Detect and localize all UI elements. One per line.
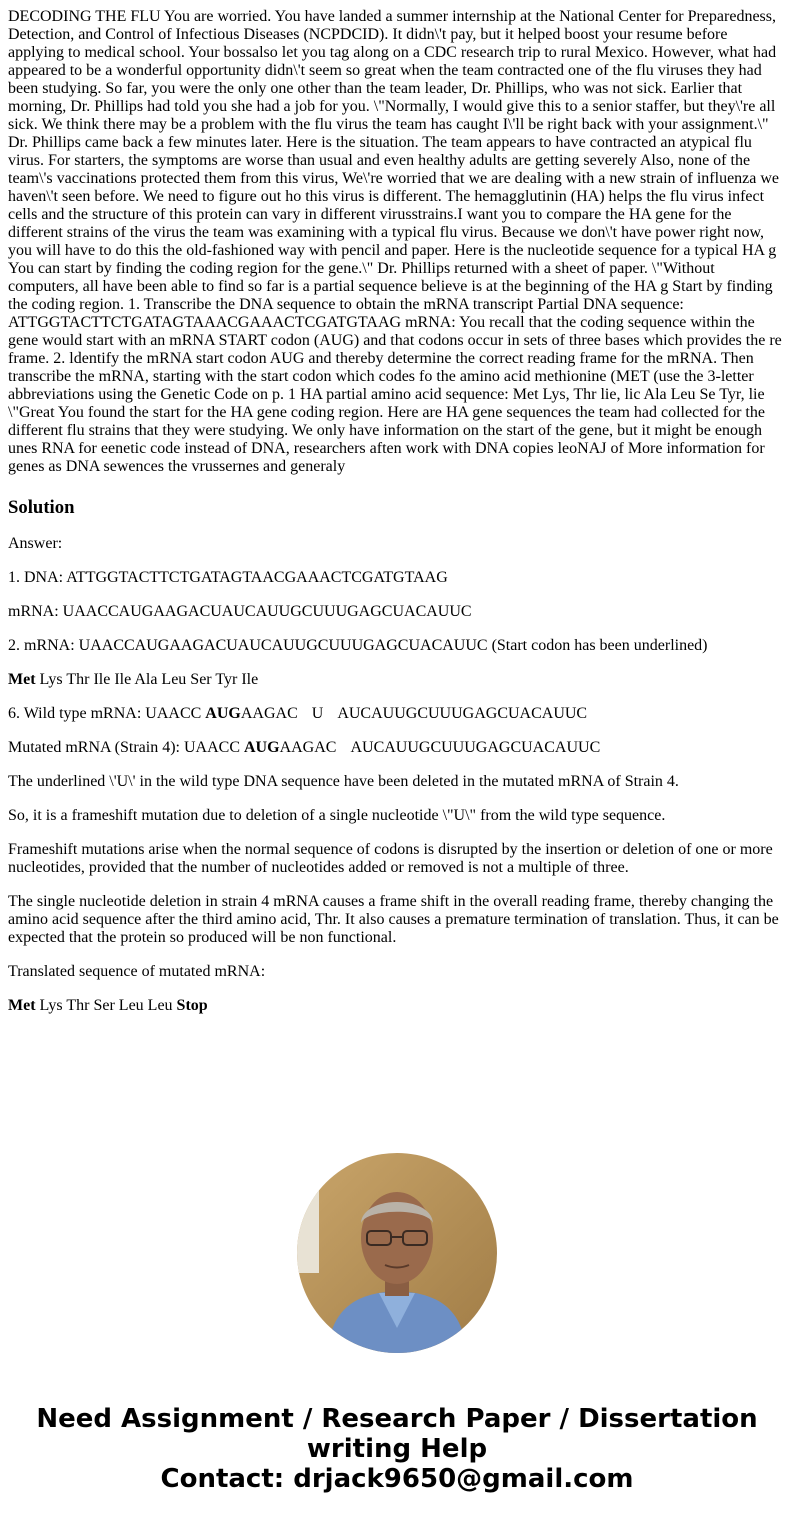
frameshift-note: So, it is a frameshift mutation due to deletion of a single nucleotide \"U\" from the wild type sequence. [8, 807, 666, 824]
step6-wild-type [8, 705, 786, 723]
promo-line1: Need Assignment / Research Paper / Dissertation [36, 1404, 758, 1434]
step2-mrna: 2. mRNA: UAACCAUGAAGACUAUCAUUGCUUUGAGCUACAUUC (Start codon has been underlined) [8, 637, 708, 654]
deleted-note: The underlined \'U\' in the wild type DNA sequence have been deleted in the mutated mRNA of Strain 4. [8, 773, 679, 790]
question-text: DECODING THE FLU You are worried. You have landed a summer internship at the National Center for Preparedness, Detection, and Control of Infectious Diseases (NCPDCID). It didn\'t pay, but it helped boost your resume before applying to medical school. Your bossalso let you tag along on a CDC research trip to rural Mexico. However, what had appeared to be a wonderful opportunity didn\'t seem so great when the team contracted one of the flu viruses they had been studying. So far, you were the only one other than the team leader, Dr. Phillips, who was not sick. Earlier that morning, Dr. Phillips had told you she had a job for you. \"Normally, I would give this to a senior staffer, but they\'re all sick. We think there may be a problem with the flu virus the team has caught I\'ll be right back with your assignment.\" Dr. Phillips came back a few minutes later. Here is the situation. The team appears to have contracted an atypical flu virus. For starters, the symptoms are worse than usual and even healthy adults are getting severely Also, none of the team\'s vaccinations protected them from this virus, We\'re worried that we are dealing with a new strain of influenza we haven\'t seen before. We need to figure out ho this virus is different. The hemagglutinin (HA) helps the flu virus infect cells and the structure of this protein can vary in different virusstrains.I want you to compare the HA gene for the different strains of the virus the team was examining with a typical flu virus. Because we don\'t have power right now, you will have to do this the old-fashioned way with pencil and paper. Here is the nucleotide sequence for a typical HA g You can start by finding the coding region for the gene.\" Dr. Phillips returned with a sheet of paper. \"Without computers, all have been able to find so far is a partial sequence believe is at the beginning of the HA g Start by finding the coding region. 1. Transcribe the DNA sequence to obtain the mRNA transcript Partial DNA sequence: ATTGGTACTTCTGATAGTAAACGAAACTCGATGTAAG mRNA: You recall that the coding sequence within the gene would start with an mRNA START codon (AUG) and that codons occur in sets of three bases which provides the re frame. 2. ldentify the mRNA start codon AUG and thereby determine the correct reading frame for the mRNA. Then transcribe the mRNA, starting with the start codon which codes fo the amino acid methionine (MET (use the 3-letter abbreviations using the Genetic Code on p. 1 HA partial amino acid sequence: Met Lys, Thr lie, lic Ala Leu Se Tyr, lie \"Great You found the start for the HA gene coding region. Here are HA gene sequences the team had collected for the different flu strains that they were studying. We only have information on the start of the gene, but it might be enough unes RNA for eenetic code instead of DNA, researchers aften work with DNA copies leoNAJ of More information for genes as DNA sewences the vrussernes and generaly [8, 8, 782, 475]
solution-heading: Solution [8, 497, 75, 518]
start-amino-acid: Met [8, 671, 36, 688]
deleted-nucleotide: U [311, 705, 324, 722]
wild-type-prefix: 6. Wild type mRNA: UAACC [8, 705, 206, 722]
frameshift-definition: Frameshift mutations arise when the normal sequence of codons is disrupted by the insertion or deletion of one or more nucleotides, provided that the number of nucleotides added or removed is not a multiple of three. [8, 841, 773, 876]
wild-type-part1: AAGAC [240, 705, 298, 722]
translated-label: Translated sequence of mutated mRNA: [8, 963, 266, 980]
mutated-amino-acid-sequence: Lys Thr Ser Leu Leu [35, 997, 177, 1014]
mutated-amino-acids [8, 997, 786, 1015]
step2-amino-acids [8, 671, 786, 689]
mutated-start-amino-acid: Met [8, 997, 36, 1014]
mutated-part2: AUCAUUGCUUUGAGCUACAUUC [350, 739, 601, 756]
step1-mrna: mRNA: UAACCAUGAAGACUAUCAUUGCUUUGAGCUACAUUC [8, 603, 472, 620]
step1-dna: 1. DNA: ATTGGTACTTCTGATAGTAACGAAACTCGATGTAAG [8, 569, 448, 586]
answer-section [8, 535, 786, 1015]
document-body [8, 8, 786, 1015]
mutated-prefix: Mutated mRNA (Strain 4): UAACC [8, 739, 244, 756]
mutated-start-codon: AUG [244, 739, 280, 756]
promo-line2: writing Help [306, 1434, 488, 1464]
wild-type-part2: AUCAUUGCUUUGAGCUACAUUC [337, 705, 588, 722]
mutated-part1: AAGAC [279, 739, 337, 756]
mutated-mrna [8, 739, 786, 757]
stop-codon-label: Stop [176, 997, 208, 1014]
promo-banner [0, 1404, 794, 1494]
author-avatar [297, 1153, 497, 1353]
mutation-effect: The single nucleotide deletion in strain 4 mRNA causes a frame shift in the overall reading frame, thereby changing the amino acid sequence after the third amino acid, Thr. It also causes a premature termination of translation. Thus, it can be expected that the protein so produced will be non functional. [8, 893, 779, 946]
promo-contact[interactable]: Contact: drjack9650@gmail.com [160, 1464, 634, 1494]
wild-type-start-codon: AUG [205, 705, 241, 722]
author-portrait-icon [297, 1153, 497, 1353]
answer-label: Answer: [8, 535, 63, 552]
amino-acid-sequence: Lys Thr Ile Ile Ala Leu Ser Tyr Ile [35, 671, 259, 688]
